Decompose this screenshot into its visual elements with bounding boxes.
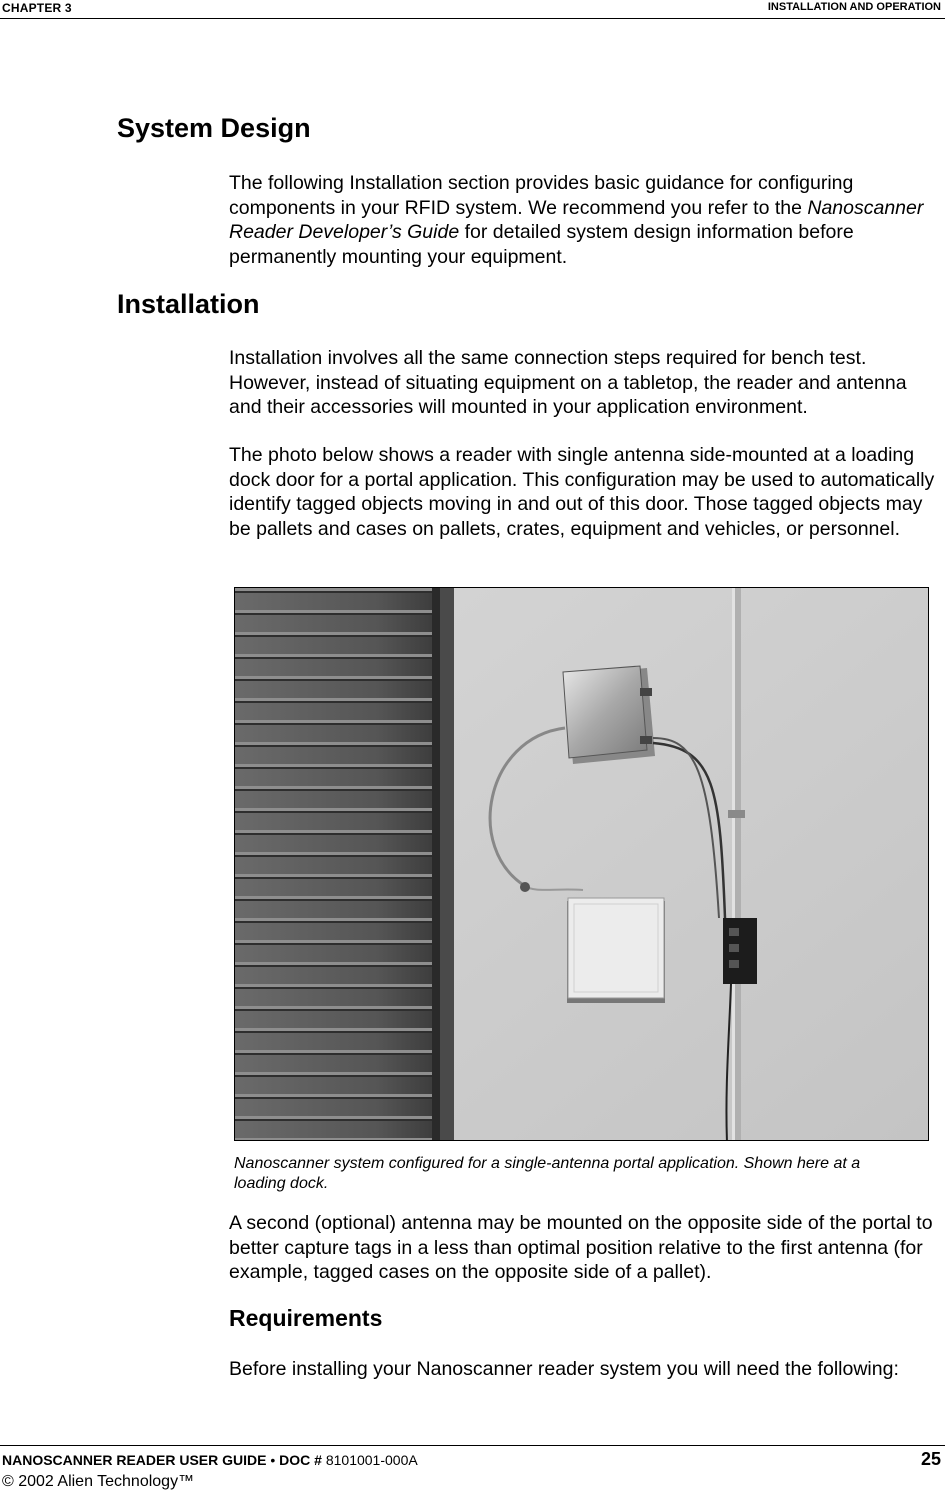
heading-installation: Installation (117, 289, 260, 319)
footer-doc-number: 8101001-000A (325, 1452, 418, 1468)
photo-illustration (235, 588, 929, 1141)
system-design-text-2: for detailed system design information before permanently mounting your equipment. (229, 221, 854, 268)
system-design-text-1: The following Installation section provides basic guidance for configuring components in your RFID system. We recommend you refer to the (229, 172, 854, 219)
paragraph-installation-b: The photo below shows a reader with single antenna side-mounted at a loading dock door for a portal application. This configuration may be used to automatically identify tagged objects moving in and out of this door. Those tagged objects may be pallets and cases on pallets, crates, equipment and vehicles, or personnel. (229, 444, 935, 540)
section-label: INSTALLATION AND OPERATION (767, 1, 941, 13)
antenna-panel (567, 898, 665, 1003)
chapter-label: CHAPTER 3 (2, 1, 72, 15)
paragraph-requirements: Before installing your Nanoscanner reader system you will need the following: (229, 1358, 899, 1380)
installation-photo (234, 587, 929, 1141)
figure-caption: Nanoscanner system configured for a single-antenna portal application. Shown here at a loading dock. (234, 1155, 861, 1192)
reader-device (563, 666, 655, 764)
paragraph-system-design (229, 171, 941, 269)
footer-guide-title: NANOSCANNER READER USER GUIDE (2, 1452, 267, 1468)
page-number: 25 (920, 1449, 941, 1469)
footer-doc-label: DOC # (279, 1452, 322, 1468)
page-footer-rule (0, 1445, 945, 1446)
heading-system-design: System Design (117, 113, 311, 143)
junction-box (723, 918, 757, 984)
footer-copyright: © 2002 Alien Technology™ (2, 1473, 195, 1490)
developers-guide-title: Nanoscanner Reader Developer’s Guide (229, 196, 924, 243)
heading-requirements: Requirements (229, 1305, 383, 1331)
footer-bullet: • (270, 1452, 276, 1468)
page-header (0, 0, 945, 19)
paragraph-installation-a: Installation involves all the same connection steps required for bench test. However, instead of situating equipment on a tabletop, the reader and antenna and their accessories will mounted in your application environment. (229, 347, 907, 418)
footer-doc-line (2, 1452, 418, 1468)
door-track (432, 588, 440, 1141)
paragraph-installation-c: A second (optional) antenna may be mounted on the opposite side of the portal to better capture tags in a less than optimal position relative to the first antenna (for example, tagged cases on the opposite side of a pallet). (229, 1212, 933, 1283)
